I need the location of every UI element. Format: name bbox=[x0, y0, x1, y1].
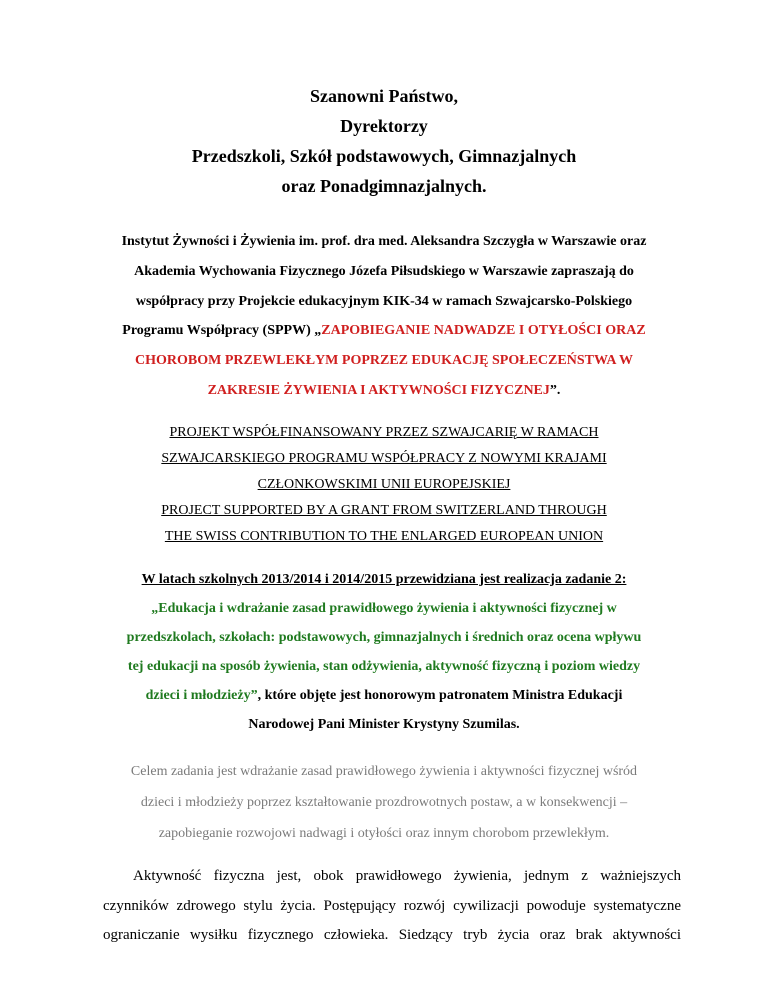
funding-line-3: CZŁONKOWSKIMI UNII EUROPEJSKIEJ bbox=[257, 477, 511, 492]
recipient-title: Dyrektorzy bbox=[340, 116, 428, 136]
body-line-3: ograniczanie wysiłku fizycznego człowieka. Siedzący tryb życia oraz brak aktywności bbox=[103, 927, 681, 943]
project-title-end: ”. bbox=[549, 383, 561, 398]
task-line-4 bbox=[0, 688, 768, 704]
intro-line-3: współpracy przy Projekcie edukacyjnym KIK-34 w ramach Szwajcarsko-Polskiego bbox=[135, 294, 633, 309]
project-title-part-1: ZAPOBIEGANIE NADWADZE I OTYŁOŚCI ORAZ bbox=[321, 323, 646, 338]
body-line-1: Aktywność fizyczna jest, obok prawidłowego żywienia, jednym z ważniejszych bbox=[133, 868, 681, 884]
goal-line-1: Celem zadania jest wdrażanie zasad prawidłowego żywienia i aktywności fizycznej wśród bbox=[130, 764, 638, 779]
intro-line-6 bbox=[0, 383, 768, 399]
salutation: Szanowni Państwo, bbox=[309, 86, 459, 106]
funding-line-1: PROJEKT WSPÓŁFINANSOWANY PRZEZ SZWAJCARIĘ W RAMACH bbox=[169, 425, 599, 440]
goal-line-2: dzieci i młodzieży poprzez kształtowanie prozdrowotnych postaw, a w konsekwencji – bbox=[140, 795, 628, 810]
task-patronage: , które objęte jest honorowym patronatem Ministra Edukacji bbox=[257, 688, 623, 703]
project-title-part-2: CHOROBOM PRZEWLEKŁYM POPRZEZ EDUKACJĘ SPOŁECZEŃSTWA W bbox=[135, 353, 633, 368]
task-line-5: Narodowej Pani Minister Krystyny Szumilas. bbox=[248, 717, 520, 732]
recipient-schools-cont: oraz Ponadgimnazjalnych. bbox=[281, 176, 487, 196]
task-heading: W latach szkolnych 2013/2014 i 2014/2015 przewidziana jest realizacja zadanie 2: bbox=[141, 572, 627, 587]
recipient-schools: Przedszkoli, Szkół podstawowych, Gimnazjalnych bbox=[191, 146, 577, 166]
task-line-2: przedszkolach, szkołach: podstawowych, gimnazjalnych i średnich oraz ocena wpływu bbox=[126, 630, 642, 645]
funding-line-4: PROJECT SUPPORTED BY A GRANT FROM SWITZERLAND THROUGH bbox=[161, 503, 607, 518]
project-title-part-3: ZAKRESIE ŻYWIENIA I AKTYWNOŚCI FIZYCZNEJ bbox=[207, 383, 550, 398]
task-line-1: „Edukacja i wdrażanie zasad prawidłowego żywienia i aktywności fizycznej w bbox=[151, 601, 617, 616]
intro-program-text: Programu Współpracy (SPPW) „ bbox=[122, 323, 322, 338]
intro-line-4 bbox=[0, 323, 768, 339]
intro-line-2: Akademia Wychowania Fizycznego Józefa Piłsudskiego w Warszawie zapraszają do bbox=[134, 264, 634, 279]
body-line-2: czynników zdrowego stylu życia. Postępujący rozwój cywilizacji powoduje systematyczne bbox=[103, 898, 681, 914]
funding-line-2: SZWAJCARSKIEGO PROGRAMU WSPÓŁPRACY Z NOWYMI KRAJAMI bbox=[161, 451, 607, 466]
funding-line-5: THE SWISS CONTRIBUTION TO THE ENLARGED EUROPEAN UNION bbox=[164, 529, 604, 544]
task-title-end: dzieci i młodzieży” bbox=[145, 688, 258, 703]
task-line-3: tej edukacji na sposób żywienia, stan odżywienia, aktywność fizyczną i poziom wiedzy bbox=[127, 659, 641, 674]
goal-line-3: zapobieganie rozwojowi nadwagi i otyłości oraz innym chorobom przewlekłym. bbox=[158, 826, 610, 841]
intro-line-1: Instytut Żywności i Żywienia im. prof. dra med. Aleksandra Szczygła w Warszawie oraz bbox=[121, 234, 647, 249]
